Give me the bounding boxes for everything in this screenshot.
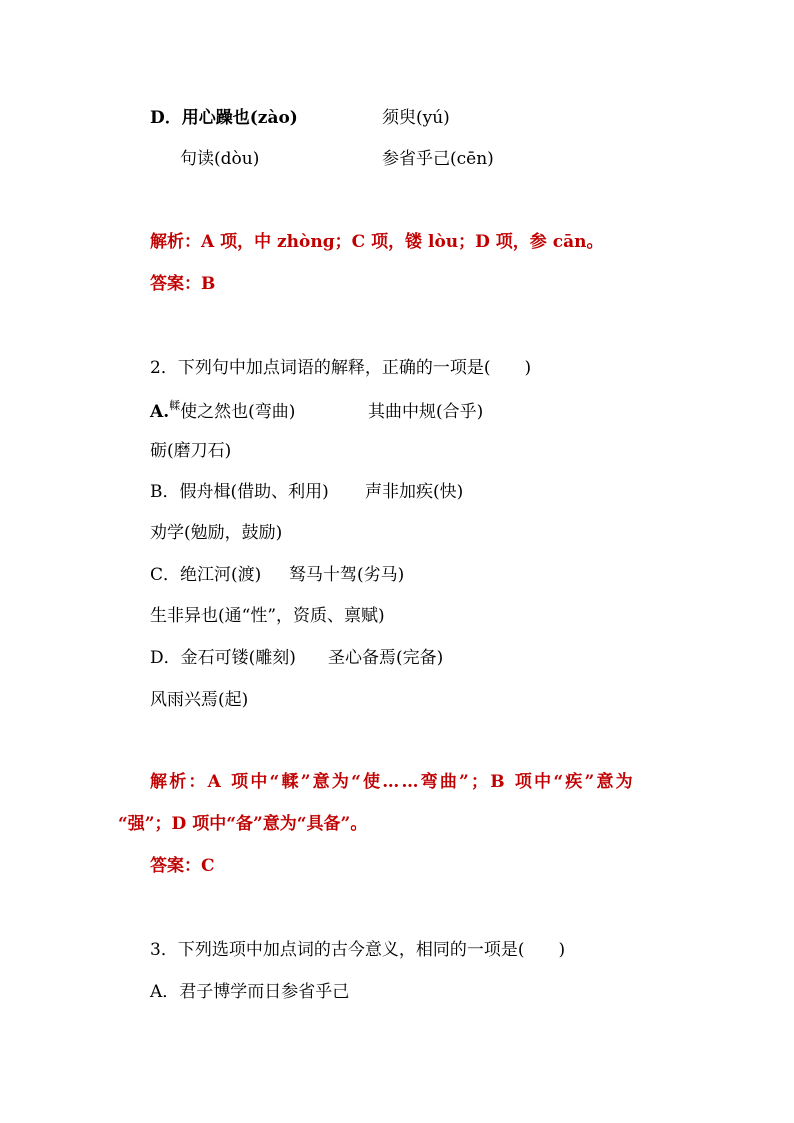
q2-option-a-letter: A.	[150, 402, 170, 422]
q2-analysis-text-line1: ：A 项中“輮”意为“使……弯曲”；B 项中“疾”意为	[188, 772, 635, 792]
q2-analysis-label: 解析	[150, 772, 189, 792]
q1-option-d-item1: 用心躁也(zào)	[181, 108, 298, 128]
q2-analysis-line1	[150, 771, 635, 793]
q2-option-b-item3: 劝学(勉励，鼓励)	[150, 523, 283, 543]
q3-stem: 3．下列选项中加点词的古今意义，相同的一项是( )	[150, 940, 566, 960]
q2-option-d-item3: 风雨兴焉(起)	[150, 690, 249, 710]
q1-option-d-item2: 须臾(yú)	[382, 108, 450, 128]
q2-option-d-item1: D．金石可镂(雕刻)	[150, 648, 296, 668]
q2-option-c-item2: 驽马十驾(劣马)	[289, 565, 405, 585]
q1-answer-label: 答案：	[150, 274, 201, 294]
q2-option-b-item2: 声非加疾(快)	[365, 482, 464, 502]
q1-analysis	[150, 231, 603, 253]
q1-option-d-item4: 参省乎己(cēn)	[382, 149, 494, 169]
q1-answer-value: B	[201, 274, 216, 294]
q3-option-a: A．君子博学而日参省乎己	[150, 982, 350, 1002]
q2-option-b-item1: B．假舟楫(借助、利用)	[150, 482, 329, 502]
q1-analysis-text: A 项，中 zhònɡ；C 项，镂 lòu；D 项，参 cān。	[201, 232, 604, 252]
q2-option-a-glyph: 輮	[169, 399, 181, 412]
q2-option-a-item2: 其曲中规(合乎)	[368, 402, 484, 422]
q2-answer-label: 答案：	[150, 856, 201, 876]
q2-option-c-item1: C．绝江河(渡)	[150, 565, 262, 585]
q1-answer	[150, 273, 215, 295]
q1-option-d-row1	[150, 107, 298, 129]
q2-option-d-item2: 圣心备焉(完备)	[328, 648, 444, 668]
q1-analysis-label: 解析：	[150, 232, 201, 252]
q2-answer	[150, 855, 215, 877]
q2-stem: 2．下列句中加点词语的解释，正确的一项是( )	[150, 358, 532, 378]
q2-option-a-row1	[150, 401, 295, 425]
q1-option-d-letter: D．	[150, 108, 182, 128]
q2-option-a-item1: 使之然也(弯曲)	[180, 402, 296, 422]
q1-option-d-item3: 句读(dòu)	[180, 149, 260, 169]
q2-answer-value: C	[201, 856, 215, 876]
q2-analysis-line2: “强”；D 项中“备”意为“具备”。	[118, 814, 368, 834]
q2-option-a-item3: 砺(磨刀石)	[150, 441, 232, 461]
q2-option-c-item3: 生非异也(通“性”，资质、禀赋)	[150, 606, 385, 626]
